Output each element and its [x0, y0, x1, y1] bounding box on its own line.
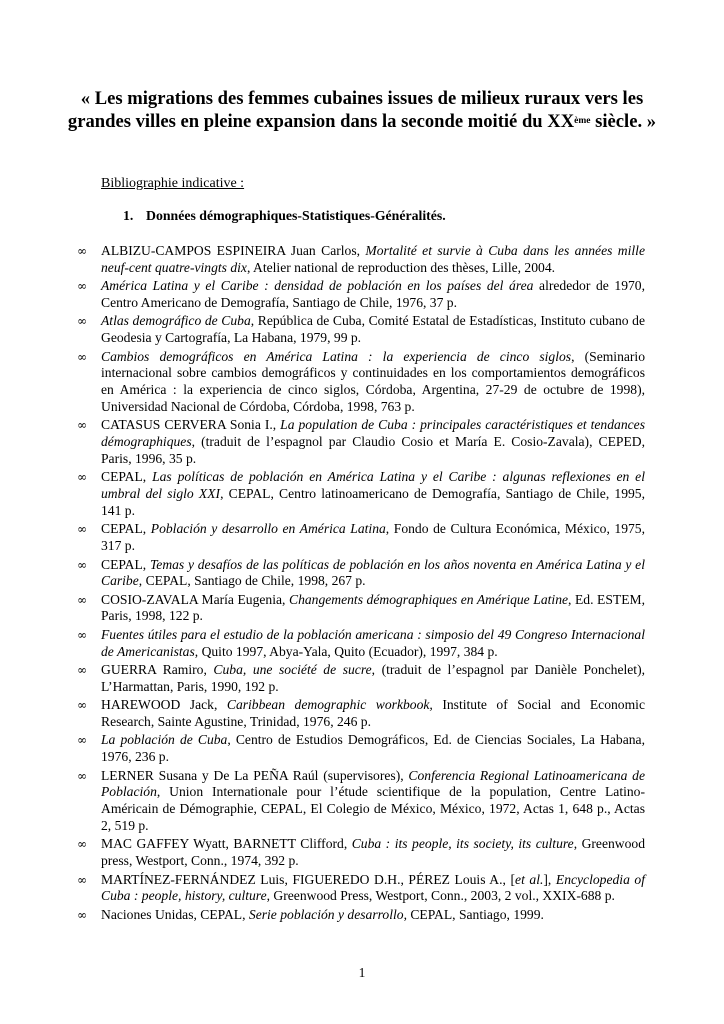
- bibliography-entry: [77, 697, 645, 731]
- infinity-bullet-icon: ∞: [77, 592, 87, 607]
- infinity-bullet-icon: ∞: [77, 627, 87, 642]
- entry-text: Institute of Social and Economic Research, Sainte Agustine, Trinidad, 1976, 246 p.: [101, 697, 645, 730]
- bibliography-entry: [77, 732, 645, 766]
- entry-text: , (traduit de l’espagnol par Danièle Ponchelet), L’Harmattan, Paris, 1990, 192 p.: [101, 662, 645, 694]
- entry-title-italic: Población y desarrollo en América Latina: [150, 521, 386, 537]
- entry-text: , CEPAL, Santiago de Chile, 1998, 267 p.: [138, 573, 366, 589]
- entry-title-italic: Caribbean demographic workbook,: [226, 697, 433, 713]
- entry-text: , Greenwood Press, Westport, Conn., 2003, 2 vol., XXIX-688 p.: [266, 888, 615, 904]
- infinity-bullet-icon: ∞: [77, 314, 87, 329]
- title-text: « Les migrations des femmes cubaines issues de milieux ruraux vers les grandes villes en pleine expansion dans la seconde moitié du XX: [67, 88, 644, 132]
- infinity-bullet-icon: ∞: [77, 872, 87, 887]
- bibliography-entry: [77, 521, 645, 555]
- bibliography-entry: [77, 627, 645, 661]
- bibliography-entry: [77, 313, 645, 347]
- infinity-bullet-icon: ∞: [77, 557, 87, 572]
- entry-text: , República de Cuba, Comité Estatal de Estadísticas, Instituto cubano de Geodesia y Cartografía, La Habana, 1979, 99 p.: [101, 313, 645, 346]
- title-text-end: siècle. »: [590, 110, 657, 132]
- section-label: Données démographiques-Statistiques-Généralités.: [146, 208, 446, 223]
- infinity-bullet-icon: ∞: [77, 349, 87, 364]
- entry-text: , (traduit de l’espagnol par Claudio Cosio et María E. Cosio-Zavala), CEPED, Paris, 1996, 35 p.: [101, 434, 645, 466]
- entry-text: , Fondo de Cultura Económica, México, 1975, 317 p.: [101, 521, 645, 554]
- infinity-bullet-icon: ∞: [77, 768, 87, 783]
- entry-title-italic: La population de Cuba : principales caractéristiques et tendances démographiques: [101, 417, 645, 450]
- entry-text: , Atelier national de reproduction des thèses, Lille, 2004.: [246, 259, 556, 275]
- entry-title-italic: et al.: [515, 871, 544, 887]
- entry-text: CEPAL,: [101, 521, 151, 537]
- entry-text: CEPAL,: [101, 556, 150, 572]
- entry-text: COSIO-ZAVALA María Eugenia,: [101, 591, 289, 607]
- entry-text: CATASUS CERVERA Sonia I.,: [101, 417, 281, 433]
- entry-text: , Union Internationale pour l’étude scientifique de la population, Centre Latino-Américain de Démographie, CEPAL, El Colegio de México, México, 1972, Actas 1, 648 p., Actas 2, 519 p.: [101, 784, 645, 834]
- bibliography-entry: [77, 872, 645, 906]
- document-title: [60, 88, 664, 133]
- section-number: 1.: [123, 208, 134, 223]
- infinity-bullet-icon: ∞: [77, 470, 87, 485]
- entry-text: Naciones Unidas, CEPAL,: [101, 906, 249, 922]
- entry-text: , CEPAL, Centro latinoamericano de Demografía, Santiago de Chile, 1995, 141 p.: [101, 486, 645, 518]
- entry-title-italic: Las políticas de población en América Latina y el Caribe : algunas reflexiones en el umbral del siglo XXI: [101, 469, 645, 502]
- bibliography-list: [77, 243, 645, 925]
- section-heading: [123, 208, 446, 224]
- entry-title-italic: Cuba : its people, its society, its culture: [351, 836, 574, 852]
- bibliography-entry: [77, 592, 645, 626]
- entry-title-italic: Changements démographiques en Amérique Latine: [289, 591, 569, 607]
- entry-text: ALBIZU-CAMPOS ESPINEIRA Juan Carlos,: [101, 243, 366, 258]
- bibliography-entry: [77, 557, 645, 591]
- entry-title-italic: Serie población y desarrollo: [248, 906, 404, 922]
- infinity-bullet-icon: ∞: [77, 837, 87, 852]
- entry-title-italic: América Latina y el Caribe : densidad de población en los países del área: [101, 278, 534, 294]
- entry-text: , Quito 1997, Abya-Yala, Quito (Ecuador), 1997, 384 p.: [194, 643, 498, 659]
- infinity-bullet-icon: ∞: [77, 522, 87, 537]
- entry-text: , CEPAL, Santiago, 1999.: [403, 906, 544, 922]
- entry-text: MARTÍNEZ-FERNÁNDEZ Luis, FIGUEREDO D.H., PÉREZ Louis A., [: [101, 871, 516, 887]
- bibliography-entry: [77, 662, 645, 696]
- bibliography-entry: [77, 469, 645, 519]
- entry-title-italic: Cambios demográficos en América Latina : la experiencia de cinco siglos: [101, 348, 572, 364]
- entry-title-italic: Conferencia Regional Latinoamericana de Población: [101, 767, 646, 800]
- entry-text: GUERRA Ramiro,: [101, 662, 214, 678]
- bibliography-heading: Bibliographie indicative :: [101, 176, 245, 191]
- infinity-bullet-icon: ∞: [77, 733, 87, 748]
- page-number: 1: [358, 965, 366, 980]
- infinity-bullet-icon: ∞: [77, 418, 87, 433]
- entry-text: LERNER Susana y De La PEÑA Raúl (supervisores),: [101, 767, 409, 783]
- entry-text: ],: [543, 871, 556, 887]
- bibliography-entry: [77, 349, 645, 416]
- entry-text: , Greenwood press, Westport, Conn., 1974, 392 p.: [101, 836, 646, 869]
- entry-text: HAREWOOD Jack,: [101, 697, 227, 713]
- bibliography-entry: [77, 278, 645, 312]
- entry-title-italic: Encyclopedia of Cuba : people, history, culture: [101, 871, 646, 904]
- entry-title-italic: Fuentes útiles para el estudio de la población americana : simposio del 49 Congreso Internacional de Americanistas: [101, 626, 645, 659]
- entry-text: alrededor de 1970, Centro Americano de Demografía, Santiago de Chile, 1976, 37 p.: [101, 278, 645, 310]
- entry-text: , Ed. ESTEM, Paris, 1998, 122 p.: [101, 591, 645, 624]
- infinity-bullet-icon: ∞: [77, 907, 87, 922]
- bibliography-entry: [77, 768, 645, 835]
- bibliography-entry: [77, 417, 645, 467]
- infinity-bullet-icon: ∞: [77, 279, 87, 294]
- entry-text: , (Seminario internacional sobre cambios demográficos y continuidades en los comportamientos demográficos en América : la experiencia de cinco siglos, Córdoba, Argentina, 27-29 de octubre de 1998), Universidad Nacional de Córdoba, Córdoba, 1998, 763 p.: [101, 348, 646, 414]
- infinity-bullet-icon: ∞: [77, 244, 87, 258]
- infinity-bullet-icon: ∞: [77, 663, 87, 678]
- entry-title-italic: La población de Cuba: [101, 732, 228, 748]
- entry-title-italic: Temas y desafíos de las políticas de población en los años noventa en América Latina y el Caribe: [101, 556, 645, 589]
- entry-title-italic: Atlas demográfico de Cuba: [101, 313, 251, 329]
- entry-text: MAC GAFFEY Wyatt, BARNETT Clifford,: [101, 836, 352, 852]
- entry-text: , Centro de Estudios Demográficos, Ed. de Ciencias Sociales, La Habana, 1976, 236 p.: [101, 732, 645, 765]
- entry-title-italic: Mortalité et survie à Cuba dans les années mille neuf-cent quatre-vingts dix: [101, 243, 645, 275]
- entry-text: CEPAL,: [101, 469, 153, 485]
- entry-title-italic: Cuba, une société de sucre: [213, 662, 372, 678]
- bibliography-entry: [77, 907, 645, 924]
- bibliography-entry: [77, 836, 645, 870]
- bibliography-entry: [77, 243, 645, 277]
- infinity-bullet-icon: ∞: [77, 698, 87, 713]
- title-superscript: ème: [574, 115, 591, 126]
